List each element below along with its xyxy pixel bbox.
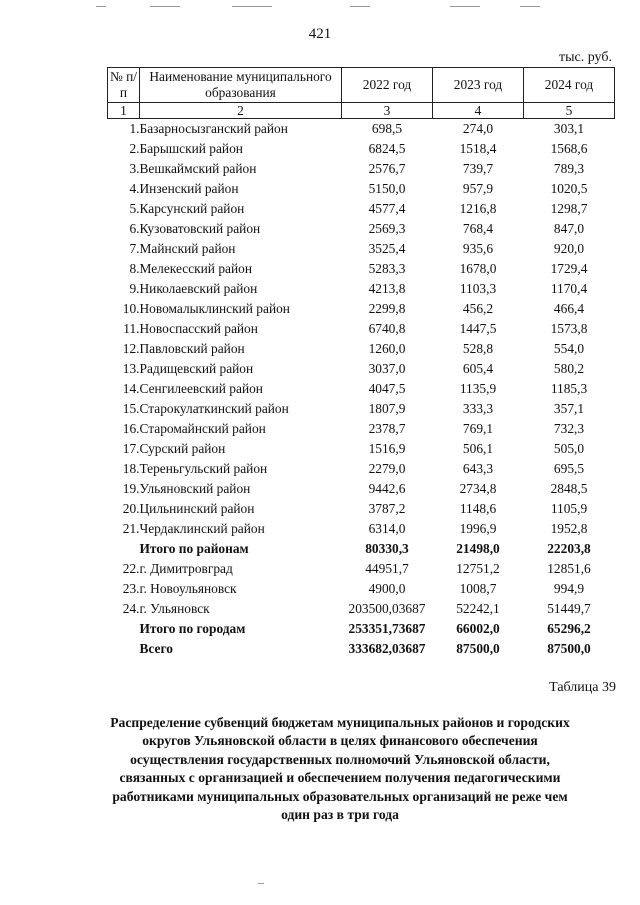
- subventions-table: [107, 67, 615, 659]
- value-2024: 2848,5: [550, 481, 588, 496]
- section-title: Распределение субвенций бюджетам муниципальных районов и городских округов Ульяновской области в целях финансового обеспечения осуществления государственных полномочий Ульяновской области, связанных с организацией и обеспечением получения педагогическими работниками муниципальных образовательных организаций не реже чем один раз в три года: [110, 715, 570, 823]
- municipality-name: Майнский район: [139, 241, 236, 256]
- table-row: [108, 139, 615, 159]
- value-2022: 203500,03687: [348, 601, 426, 616]
- row-number: 24.: [122, 601, 140, 616]
- value-2023: 605,4: [462, 361, 494, 376]
- value-2022: 1260,0: [368, 341, 406, 356]
- value-2024: 22203,8: [547, 541, 591, 556]
- scan-mark: [258, 883, 264, 884]
- municipality-name: Вешкаймский район: [139, 161, 257, 176]
- row-number: 1.: [129, 121, 140, 136]
- value-2023: 957,9: [462, 181, 494, 196]
- row-number: 2.: [129, 141, 140, 156]
- table-header-row: [108, 68, 615, 103]
- value-2023: 1678,0: [459, 261, 497, 276]
- row-number: 12.: [122, 341, 140, 356]
- value-2022: 4047,5: [368, 381, 406, 396]
- value-2024: 505,0: [553, 441, 585, 456]
- value-2024: 1952,8: [550, 521, 588, 536]
- value-2024: 65296,2: [547, 621, 591, 636]
- value-2024: 87500,0: [547, 641, 591, 656]
- value-2024: 1170,4: [550, 281, 588, 296]
- value-2023: 935,6: [462, 241, 494, 256]
- municipality-name: Новоспасский район: [139, 321, 258, 336]
- value-2022: 44951,7: [365, 561, 409, 576]
- table-row: [108, 339, 615, 359]
- value-2024: 51449,7: [547, 601, 591, 616]
- value-2023: 66002,0: [456, 621, 500, 636]
- total-row: [108, 619, 615, 639]
- value-2023: 1103,3: [459, 281, 497, 296]
- municipality-name: Сурский район: [139, 441, 226, 456]
- table-row: [108, 219, 615, 239]
- row-number: 15.: [122, 401, 140, 416]
- value-2022: 333682,03687: [348, 641, 426, 656]
- value-2022: 2576,7: [368, 161, 406, 176]
- value-2023: 2734,8: [459, 481, 497, 496]
- municipality-name: Барышский район: [139, 141, 243, 156]
- value-2023: 333,3: [462, 401, 494, 416]
- value-2023: 768,4: [462, 221, 494, 236]
- municipality-name: Новомалыклинский район: [139, 301, 290, 316]
- value-2024: 847,0: [553, 221, 585, 236]
- table-row: [108, 259, 615, 279]
- row-number: 19.: [122, 481, 140, 496]
- value-2023: 1518,4: [459, 141, 497, 156]
- value-2022: 1807,9: [368, 401, 406, 416]
- value-2024: 580,2: [553, 361, 585, 376]
- row-number: 6.: [129, 221, 140, 236]
- value-2022: 6740,8: [368, 321, 406, 336]
- value-2024: 1573,8: [550, 321, 588, 336]
- header-name: Наименование муниципального образования: [140, 68, 342, 103]
- value-2024: 1105,9: [550, 501, 588, 516]
- municipality-name: г. Новоульяновск: [139, 581, 237, 596]
- total-row: [108, 639, 615, 659]
- value-2022: 4900,0: [368, 581, 406, 596]
- table-row: [108, 179, 615, 199]
- value-2024: 357,1: [553, 401, 585, 416]
- table-label: Таблица 39: [549, 680, 616, 695]
- value-2024: 554,0: [553, 341, 585, 356]
- header-2022: 2022 год: [342, 68, 433, 103]
- table-row: [108, 559, 615, 579]
- value-2023: 1135,9: [459, 381, 497, 396]
- value-2022: 4577,4: [368, 201, 406, 216]
- table-row: [108, 479, 615, 499]
- scan-mark: [150, 6, 180, 7]
- row-number: 8.: [129, 261, 140, 276]
- municipality-name: Итого по городам: [139, 621, 246, 636]
- row-number: 23.: [122, 581, 140, 596]
- municipality-name: Кузоватовский район: [139, 221, 261, 236]
- municipality-name: Сенгилеевский район: [139, 381, 263, 396]
- units-label: тыс. руб.: [559, 50, 612, 65]
- table-row: [108, 579, 615, 599]
- table-row: [108, 159, 615, 179]
- row-number: 5.: [129, 201, 140, 216]
- row-number: 7.: [129, 241, 140, 256]
- value-2022: 5150,0: [368, 181, 406, 196]
- table-row: [108, 199, 615, 219]
- value-2024: 789,3: [553, 161, 585, 176]
- municipality-name: Чердаклинский район: [139, 521, 265, 536]
- value-2022: 2279,0: [368, 461, 406, 476]
- table-row: [108, 319, 615, 339]
- row-number: 22.: [122, 561, 140, 576]
- value-2024: 695,5: [553, 461, 585, 476]
- row-number: 3.: [129, 161, 140, 176]
- value-2022: 2378,7: [368, 421, 406, 436]
- value-2024: 1020,5: [550, 181, 588, 196]
- table-row: [108, 239, 615, 259]
- table-row: [108, 599, 615, 619]
- scan-mark: [450, 6, 480, 7]
- value-2024: 466,4: [553, 301, 585, 316]
- scan-mark: [520, 6, 540, 7]
- value-2024: 1729,4: [550, 261, 588, 276]
- municipality-name: Ульяновский район: [139, 481, 251, 496]
- row-number: 13.: [122, 361, 140, 376]
- value-2023: 52242,1: [456, 601, 500, 616]
- scan-mark: [96, 6, 106, 7]
- row-number: 21.: [122, 521, 140, 536]
- table-row: [108, 399, 615, 419]
- header-no: № п/п: [108, 68, 140, 103]
- municipality-name: г. Димитровград: [139, 561, 233, 576]
- value-2023: 1447,5: [459, 321, 497, 336]
- table-row: [108, 499, 615, 519]
- value-2024: 1298,7: [550, 201, 588, 216]
- table-row: [108, 299, 615, 319]
- row-number: 10.: [122, 301, 140, 316]
- page-number: 421: [308, 26, 332, 42]
- municipality-name: Цильнинский район: [139, 501, 255, 516]
- value-2022: 5283,3: [368, 261, 406, 276]
- column-number: 3: [342, 103, 433, 119]
- value-2023: 456,2: [462, 301, 494, 316]
- header-2023: 2023 год: [433, 68, 524, 103]
- value-2023: 1996,9: [459, 521, 497, 536]
- row-number: 20.: [122, 501, 140, 516]
- municipality-name: Павловский район: [139, 341, 245, 356]
- value-2024: 12851,6: [547, 561, 591, 576]
- municipality-name: Старомайнский район: [139, 421, 266, 436]
- row-number: [108, 619, 140, 639]
- value-2022: 2299,8: [368, 301, 406, 316]
- total-row: [108, 539, 615, 559]
- table-row: [108, 439, 615, 459]
- value-2024: 732,3: [553, 421, 585, 436]
- table-row: [108, 379, 615, 399]
- row-number: 18.: [122, 461, 140, 476]
- municipality-name: Всего: [139, 641, 173, 656]
- table-row: [108, 119, 615, 140]
- value-2022: 698,5: [371, 121, 403, 136]
- table-row: [108, 519, 615, 539]
- value-2022: 253351,73687: [348, 621, 426, 636]
- row-number: [108, 639, 140, 659]
- municipality-name: Базарносызганский район: [139, 121, 288, 136]
- value-2022: 2569,3: [368, 221, 406, 236]
- table-row: [108, 459, 615, 479]
- column-number: 4: [433, 103, 524, 119]
- row-number: 14.: [122, 381, 140, 396]
- value-2022: 9442,6: [368, 481, 406, 496]
- scan-mark: [350, 6, 370, 7]
- column-numbers-row: [108, 103, 615, 119]
- municipality-name: Николаевский район: [139, 281, 258, 296]
- municipality-name: Тереньгульский район: [139, 461, 268, 476]
- municipality-name: г. Ульяновск: [139, 601, 210, 616]
- value-2023: 1008,7: [459, 581, 497, 596]
- value-2024: 920,0: [553, 241, 585, 256]
- table-row: [108, 359, 615, 379]
- row-number: 11.: [123, 321, 140, 336]
- value-2022: 6824,5: [368, 141, 406, 156]
- value-2024: 303,1: [553, 121, 585, 136]
- municipality-name: Старокулаткинский район: [139, 401, 289, 416]
- value-2022: 80330,3: [365, 541, 409, 556]
- value-2022: 6314,0: [368, 521, 406, 536]
- column-number: 2: [140, 103, 342, 119]
- table-row: [108, 279, 615, 299]
- column-number: 5: [524, 103, 615, 119]
- value-2023: 769,1: [462, 421, 494, 436]
- scan-mark: [232, 6, 272, 7]
- value-2023: 21498,0: [456, 541, 500, 556]
- value-2023: 528,8: [462, 341, 494, 356]
- municipality-name: Итого по районам: [139, 541, 249, 556]
- table-row: [108, 419, 615, 439]
- row-number: 9.: [129, 281, 140, 296]
- row-number: 4.: [129, 181, 140, 196]
- value-2022: 3037,0: [368, 361, 406, 376]
- row-number: 16.: [122, 421, 140, 436]
- municipality-name: Радищевский район: [139, 361, 254, 376]
- header-2024: 2024 год: [524, 68, 615, 103]
- value-2023: 87500,0: [456, 641, 500, 656]
- value-2023: 1148,6: [459, 501, 497, 516]
- municipality-name: Мелекесский район: [139, 261, 252, 276]
- value-2023: 643,3: [462, 461, 494, 476]
- row-number: [108, 539, 140, 559]
- row-number: 17.: [122, 441, 140, 456]
- value-2024: 1568,6: [550, 141, 588, 156]
- value-2022: 4213,8: [368, 281, 406, 296]
- column-number: 1: [108, 103, 140, 119]
- value-2023: 12751,2: [456, 561, 500, 576]
- value-2023: 1216,8: [459, 201, 497, 216]
- value-2024: 994,9: [553, 581, 585, 596]
- value-2022: 3787,2: [368, 501, 406, 516]
- value-2023: 274,0: [462, 121, 494, 136]
- value-2024: 1185,3: [550, 381, 588, 396]
- municipality-name: Инзенский район: [139, 181, 239, 196]
- municipality-name: Карсунский район: [139, 201, 245, 216]
- value-2023: 739,7: [462, 161, 494, 176]
- value-2022: 3525,4: [368, 241, 406, 256]
- value-2022: 1516,9: [368, 441, 406, 456]
- value-2023: 506,1: [462, 441, 494, 456]
